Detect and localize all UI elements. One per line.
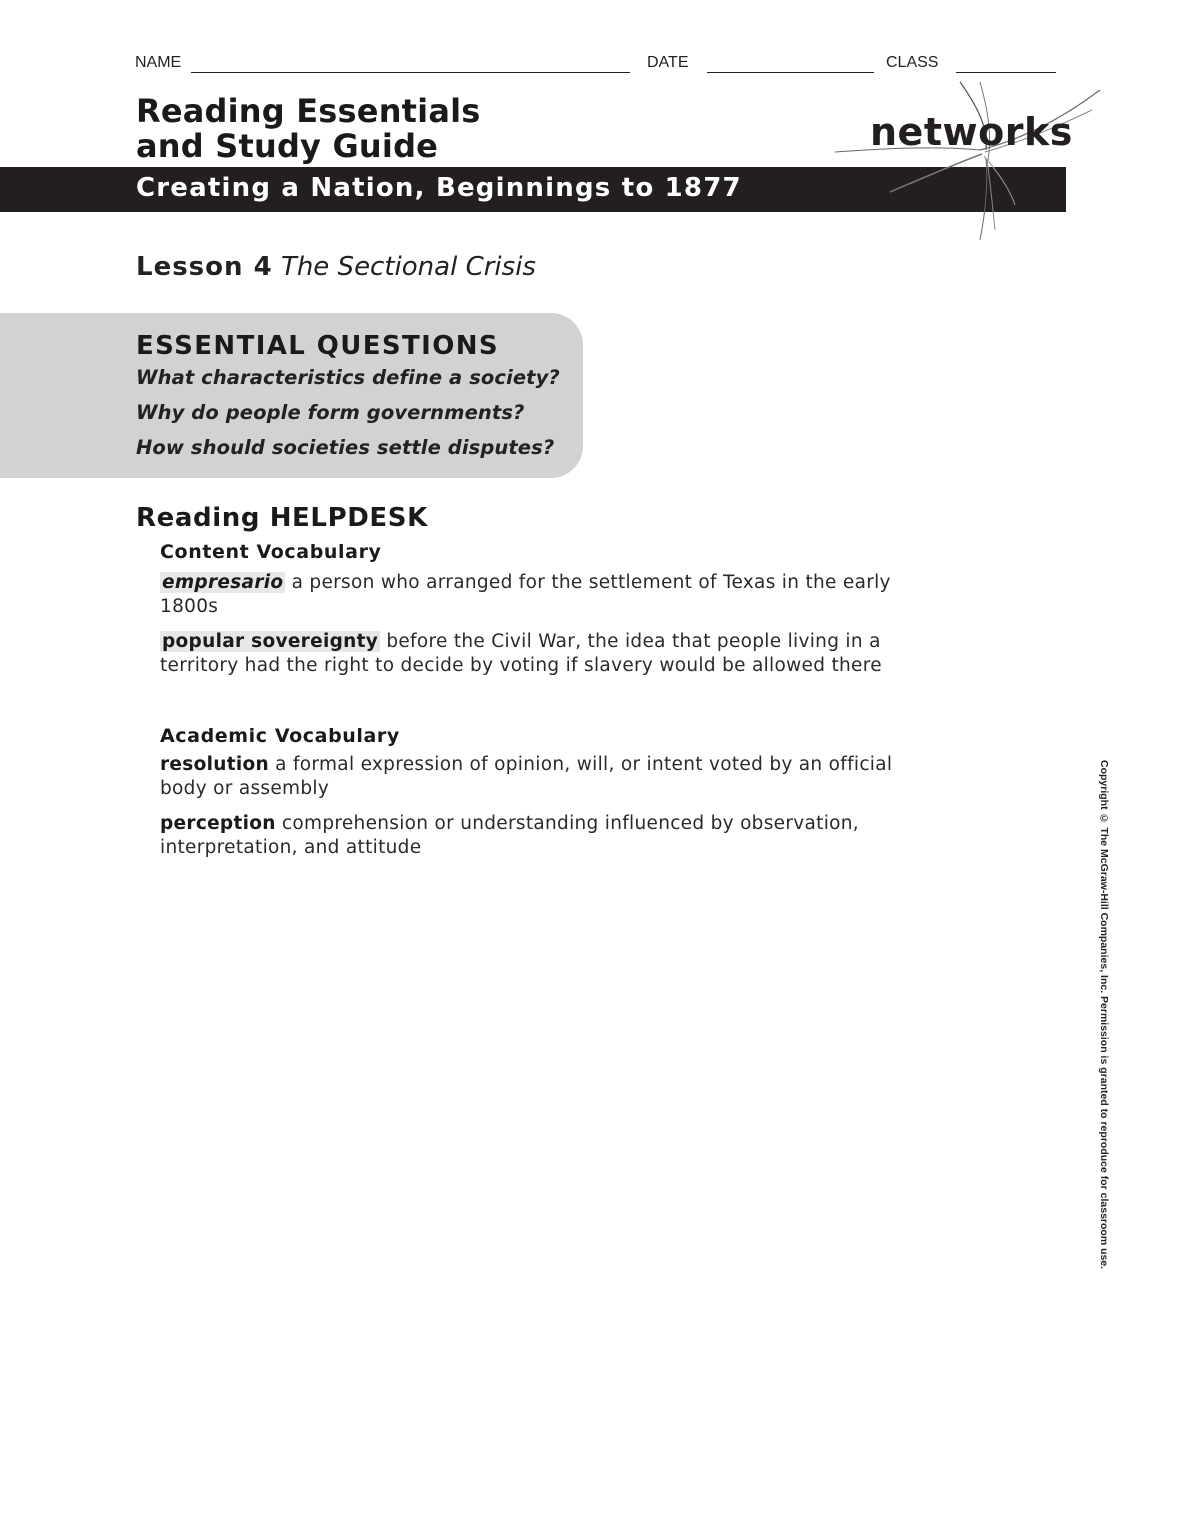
lesson-title: [136, 252, 536, 282]
date-field[interactable]: [707, 72, 874, 73]
vocab-term: resolution: [160, 754, 269, 775]
vocab-definition: comprehension or understanding influenced by observation, interpretation, and attitude: [160, 813, 859, 858]
networks-logo: networks: [870, 110, 1073, 154]
reading-helpdesk-heading: Reading HELPDESK: [136, 503, 428, 533]
class-label: CLASS: [886, 54, 939, 71]
content-vocabulary-heading: Content Vocabulary: [160, 541, 382, 563]
vocab-definition: a person who arranged for the settlement of Texas in the early 1800s: [160, 572, 891, 617]
lesson-name: The Sectional Crisis: [280, 252, 536, 282]
vocab-entry-popular-sovereignty: [160, 630, 920, 677]
guide-title-line2: and Study Guide: [136, 127, 439, 165]
networks-swoosh-graphic: [830, 80, 1110, 245]
guide-title-line1: Reading Essentials: [136, 92, 481, 130]
essential-questions-heading: ESSENTIAL QUESTIONS: [136, 331, 500, 361]
vocab-term: empresario: [162, 572, 284, 593]
vocab-definition: before the Civil War, the idea that people living in a territory had the right to decide by voting if slavery would be allowed there: [160, 631, 882, 676]
essential-question-2: Why do people form governments?: [136, 401, 525, 424]
vocab-entry-empresario: [160, 571, 920, 618]
academic-vocabulary-heading: Academic Vocabulary: [160, 725, 400, 747]
vocab-term: popular sovereignty: [162, 631, 379, 652]
name-label: NAME: [135, 54, 182, 71]
lesson-number: Lesson 4: [136, 252, 273, 282]
date-label: DATE: [647, 54, 689, 71]
banner-title: Creating a Nation, Beginnings to 1877: [136, 173, 742, 203]
vocab-entry-perception: [160, 812, 920, 859]
copyright-notice: Copyright © The McGraw-Hill Companies, Inc. Permission is granted to reproduce for classroom use.: [1098, 760, 1110, 1270]
name-field[interactable]: [191, 72, 630, 73]
essential-question-3: How should societies settle disputes?: [136, 436, 555, 459]
vocab-definition: a formal expression of opinion, will, or intent voted by an official body or assembly: [160, 754, 893, 799]
vocab-entry-resolution: [160, 753, 920, 800]
vocab-term: perception: [160, 813, 276, 834]
essential-question-1: What characteristics define a society?: [136, 366, 560, 389]
class-field[interactable]: [956, 72, 1056, 73]
